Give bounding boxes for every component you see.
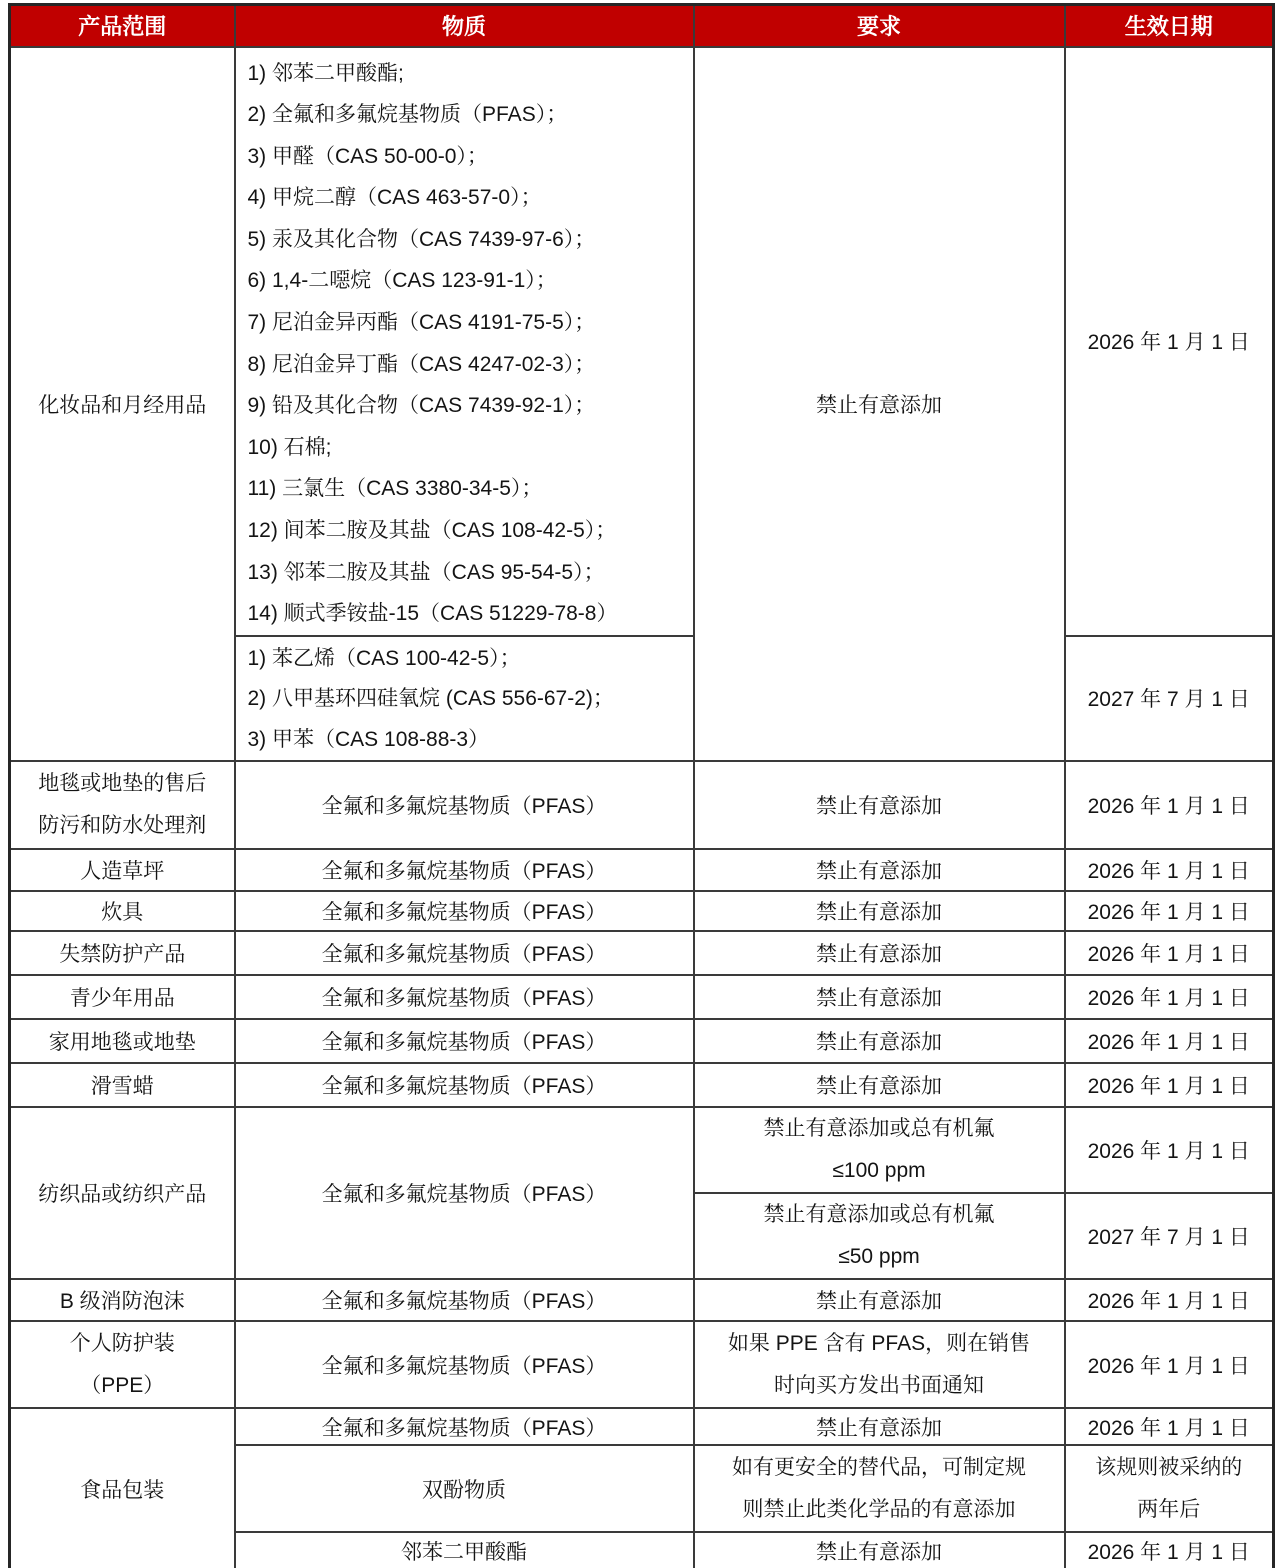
- cell-date: 2026 年 1 月 1 日: [1065, 849, 1274, 891]
- cell-substance-food-pfas: 全氟和多氟烷基物质（PFAS）: [235, 1408, 694, 1445]
- cell-product: 家用地毯或地垫: [10, 1019, 235, 1063]
- cell-substance-food-bisphenol: 双酚物质: [235, 1445, 694, 1532]
- cell-requirement-food-phthalates: 禁止有意添加: [694, 1532, 1065, 1568]
- text-line: 则禁止此类化学品的有意添加: [742, 1497, 1016, 1521]
- text-line: ≤100 ppm: [832, 1159, 926, 1183]
- text-line: （PPE）: [80, 1373, 165, 1397]
- substance-item: 6) 1,4-二噁烷（CAS 123-91-1）；: [247, 269, 557, 293]
- row-incontinence-products: [10, 931, 1274, 975]
- cell-substance-carpet-treatment: 全氟和多氟烷基物质（PFAS）: [235, 761, 694, 849]
- cell-requirement-ppe: [694, 1321, 1065, 1408]
- row-artificial-turf: [10, 849, 1274, 891]
- cell-substance-food-phthalates: 邻苯二甲酸酯: [235, 1532, 694, 1568]
- cell-requirement: 禁止有意添加: [694, 1019, 1065, 1063]
- cell-date: 2026 年 1 月 1 日: [1065, 1019, 1274, 1063]
- cell-date-ppe: 2026 年 1 月 1 日: [1065, 1321, 1274, 1408]
- cell-product: 青少年用品: [10, 975, 235, 1019]
- row-ski-wax: [10, 1063, 1274, 1107]
- cell-date-food-pfas: 2026 年 1 月 1 日: [1065, 1408, 1274, 1445]
- cell-product-food-packaging: 食品包装: [10, 1408, 235, 1568]
- cell-requirement-cosmetics: 禁止有意添加: [694, 47, 1065, 762]
- substance-item: 3) 甲苯（CAS 108-88-3）: [247, 727, 490, 751]
- cell-date-cosmetics-2026: 2026 年 1 月 1 日: [1065, 47, 1274, 636]
- substance-item: 4) 甲烷二醇（CAS 463-57-0）；: [247, 186, 542, 210]
- row-textiles-2026: [10, 1107, 1274, 1193]
- cell-date-textiles-2026: 2026 年 1 月 1 日: [1065, 1107, 1274, 1193]
- cell-product: 炊具: [10, 891, 235, 931]
- substance-item: 2) 全氟和多氟烷基物质（PFAS）；: [247, 103, 568, 127]
- header-product: 产品范围: [10, 5, 235, 47]
- cell-substance: 全氟和多氟烷基物质（PFAS）: [235, 931, 694, 975]
- substance-item: 9) 铅及其化合物（CAS 7439-92-1）；: [247, 394, 596, 418]
- substance-item: 3) 甲醛（CAS 50-00-0）；: [247, 144, 488, 168]
- cell-substance: 全氟和多氟烷基物质（PFAS）: [235, 975, 694, 1019]
- cell-date-cosmetics-2027: 2027 年 7 月 1 日: [1065, 636, 1274, 761]
- substance-item: 13) 邻苯二胺及其盐（CAS 95-54-5）；: [247, 560, 605, 584]
- cell-requirement: 禁止有意添加: [694, 1063, 1065, 1107]
- cell-date: 2026 年 1 月 1 日: [1065, 1063, 1274, 1107]
- text-line: 如有更安全的替代品，可制定规: [732, 1455, 1026, 1479]
- cell-product-cosmetics: 化妆品和月经用品: [10, 47, 235, 762]
- header-effective-date: 生效日期: [1065, 5, 1274, 47]
- cell-requirement-food-pfas: 禁止有意添加: [694, 1408, 1065, 1445]
- substance-item: 2) 八甲基环四硅氧烷 (CAS 556-67-2)；: [247, 687, 614, 711]
- text-line: ≤50 ppm: [838, 1245, 920, 1269]
- cell-requirement-fire-foam: 禁止有意添加: [694, 1279, 1065, 1321]
- cell-date-carpet-treatment: 2026 年 1 月 1 日: [1065, 761, 1274, 849]
- cell-date: 2026 年 1 月 1 日: [1065, 891, 1274, 931]
- cell-requirement: 禁止有意添加: [694, 849, 1065, 891]
- cell-substance: 全氟和多氟烷基物质（PFAS）: [235, 1019, 694, 1063]
- text-line: 禁止有意添加或总有机氟: [763, 1203, 995, 1227]
- header-row: [10, 5, 1274, 47]
- cell-substance: 全氟和多氟烷基物质（PFAS）: [235, 849, 694, 891]
- text-line: 防污和防水处理剂: [38, 814, 207, 838]
- cell-date-food-phthalates: 2026 年 1 月 1 日: [1065, 1532, 1274, 1568]
- cell-date: 2026 年 1 月 1 日: [1065, 931, 1274, 975]
- row-fire-foam: [10, 1279, 1274, 1321]
- cell-substances-cosmetics-2027: [235, 636, 694, 761]
- row-juvenile-products: [10, 975, 1274, 1019]
- cell-product: 滑雪蜡: [10, 1063, 235, 1107]
- row-carpet-treatment: [10, 761, 1274, 849]
- cell-product-ppe: [10, 1321, 235, 1408]
- cell-product: 失禁防护产品: [10, 931, 235, 975]
- substance-item: 10) 石棉;: [247, 435, 332, 459]
- text-line: 地毯或地垫的售后: [38, 772, 207, 796]
- substance-item: 1) 苯乙烯（CAS 100-42-5）；: [247, 646, 521, 670]
- cell-substance-ppe: 全氟和多氟烷基物质（PFAS）: [235, 1321, 694, 1408]
- substance-item: 12) 间苯二胺及其盐（CAS 108-42-5）；: [247, 519, 617, 543]
- cell-requirement-carpet-treatment: 禁止有意添加: [694, 761, 1065, 849]
- text-line: 个人防护装: [69, 1331, 175, 1355]
- cell-date: 2026 年 1 月 1 日: [1065, 975, 1274, 1019]
- cell-product-fire-foam: B 级消防泡沫: [10, 1279, 235, 1321]
- header-requirement: 要求: [694, 5, 1065, 47]
- cell-requirement: 禁止有意添加: [694, 891, 1065, 931]
- cell-date-fire-foam: 2026 年 1 月 1 日: [1065, 1279, 1274, 1321]
- cell-requirement: 禁止有意添加: [694, 975, 1065, 1019]
- row-ppe: [10, 1321, 1274, 1408]
- cell-substance: 全氟和多氟烷基物质（PFAS）: [235, 1063, 694, 1107]
- cell-product-textiles: 纺织品或纺织产品: [10, 1107, 235, 1279]
- text-line: 时向买方发出书面通知: [774, 1373, 984, 1397]
- substance-item: 11) 三氯生（CAS 3380-34-5）；: [247, 477, 543, 501]
- cell-product-carpet-treatment: [10, 761, 235, 849]
- cell-requirement: 禁止有意添加: [694, 931, 1065, 975]
- substance-item: 5) 汞及其化合物（CAS 7439-97-6）；: [247, 227, 596, 251]
- row-cosmetics-2026: [10, 47, 1274, 636]
- row-household-carpet: [10, 1019, 1274, 1063]
- substance-item: 8) 尼泊金异丁酯（CAS 4247-02-3）；: [247, 352, 596, 376]
- substance-item: 1) 邻苯二甲酸酯;: [247, 61, 404, 85]
- cell-substance-fire-foam: 全氟和多氟烷基物质（PFAS）: [235, 1279, 694, 1321]
- header-substance: 物质: [235, 5, 694, 47]
- substance-item: 7) 尼泊金异丙酯（CAS 4191-75-5）；: [247, 311, 596, 335]
- cell-product: 人造草坪: [10, 849, 235, 891]
- cell-requirement-textiles-2027: [694, 1193, 1065, 1279]
- substance-item: 14) 顺式季铵盐-15（CAS 51229-78-8）: [247, 602, 618, 626]
- cell-date-food-bisphenol: [1065, 1445, 1274, 1532]
- cell-substance: 全氟和多氟烷基物质（PFAS）: [235, 891, 694, 931]
- row-cookware: [10, 891, 1274, 931]
- cell-substance-textiles: 全氟和多氟烷基物质（PFAS）: [235, 1107, 694, 1279]
- cell-substances-cosmetics-2026: [235, 47, 694, 636]
- text-line: 该规则被采纳的: [1095, 1455, 1243, 1479]
- cell-date-textiles-2027: 2027 年 7 月 1 日: [1065, 1193, 1274, 1279]
- regulation-table: [8, 3, 1275, 1568]
- cell-requirement-textiles-2026: [694, 1107, 1065, 1193]
- text-line: 如果 PPE 含有 PFAS，则在销售: [727, 1331, 1031, 1355]
- text-line: 两年后: [1137, 1497, 1201, 1521]
- cell-requirement-food-bisphenol: [694, 1445, 1065, 1532]
- text-line: 禁止有意添加或总有机氟: [763, 1117, 995, 1141]
- row-food-pfas: [10, 1408, 1274, 1445]
